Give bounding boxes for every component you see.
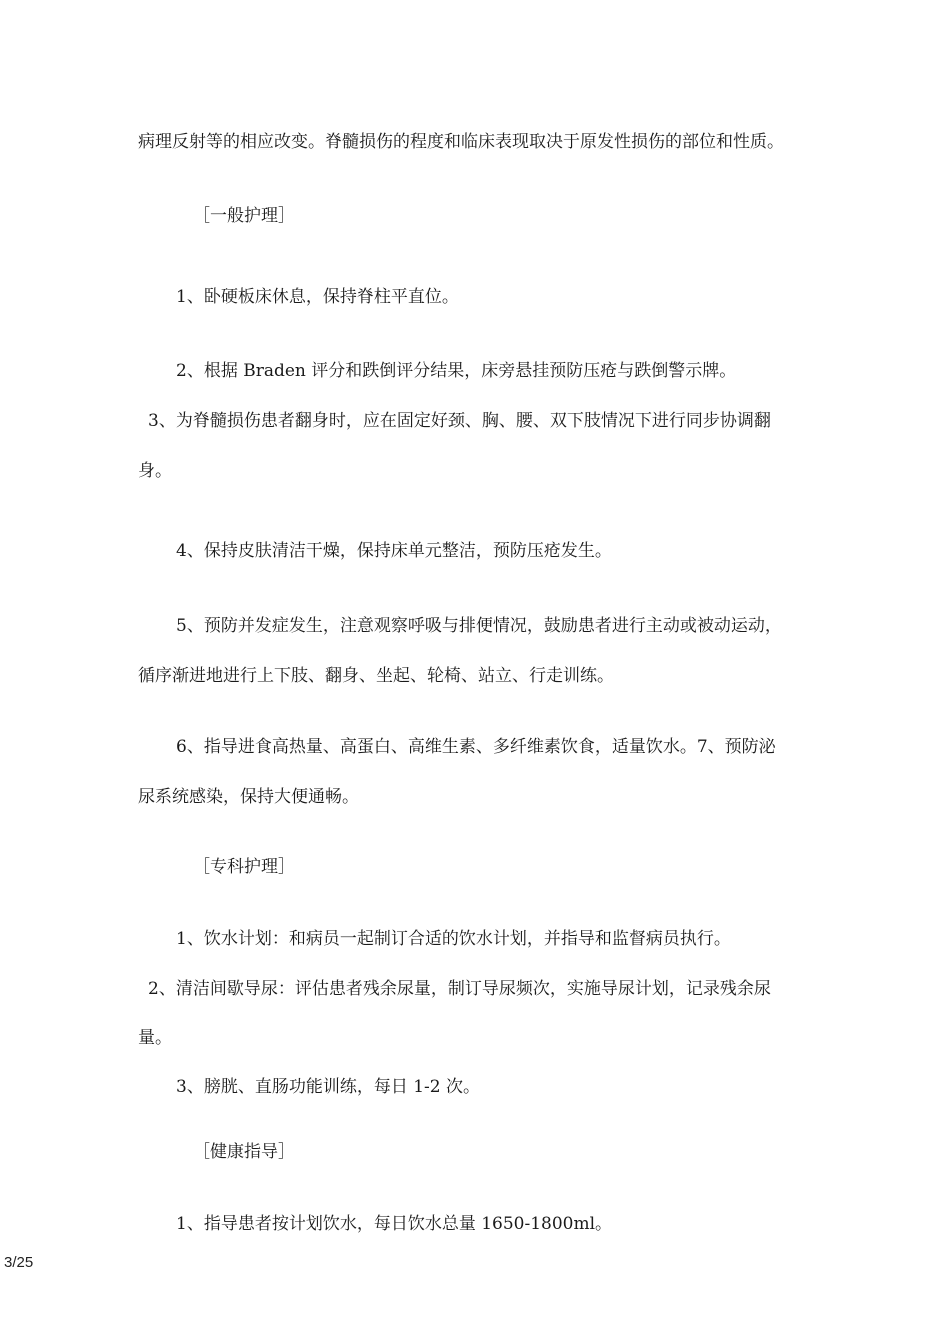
list-item: 2、清洁间歇导尿：评估患者残余尿量，制订导尿频次，实施导尿计划，记录残余尿 — [148, 979, 771, 999]
list-item: 1、卧硬板床休息，保持脊柱平直位。 — [176, 287, 459, 307]
list-item: 5、预防并发症发生，注意观察呼吸与排便情况，鼓励患者进行主动或被动运动， — [176, 616, 782, 636]
list-item-continuation: 循序渐进地进行上下肢、翻身、坐起、轮椅、站立、行走训练。 — [138, 666, 614, 686]
list-item: 1、饮水计划：和病员一起制订合适的饮水计划，并指导和监督病员执行。 — [176, 929, 731, 949]
section-heading-health-guidance: ［健康指导］ — [193, 1142, 295, 1162]
section-heading-specialty-care: ［专科护理］ — [193, 857, 295, 877]
page-number: 3/25 — [4, 1254, 34, 1271]
list-item: 2、根据 Braden 评分和跌倒评分结果，床旁悬挂预防压疮与跌倒警示牌。 — [176, 361, 737, 381]
list-item-continuation: 量。 — [138, 1028, 172, 1048]
list-item: 4、保持皮肤清洁干燥，保持床单元整洁，预防压疮发生。 — [176, 541, 612, 561]
list-item-continuation: 尿系统感染，保持大便通畅。 — [138, 787, 359, 807]
list-item: 1、指导患者按计划饮水，每日饮水总量 1650-1800ml。 — [176, 1214, 613, 1234]
list-item: 6、指导进食高热量、高蛋白、高维生素、多纤维素饮食，适量饮水。7、预防泌 — [176, 737, 776, 757]
list-item-continuation: 身。 — [138, 461, 172, 481]
list-item: 3、膀胱、直肠功能训练，每日 1-2 次。 — [176, 1077, 480, 1097]
paragraph-line: 病理反射等的相应改变。脊髓损伤的程度和临床表现取决于原发性损伤的部位和性质。 — [138, 132, 784, 152]
list-item: 3、为脊髓损伤患者翻身时，应在固定好颈、胸、腰、双下肢情况下进行同步协调翻 — [148, 411, 771, 431]
section-heading-general-care: ［一般护理］ — [193, 206, 295, 226]
